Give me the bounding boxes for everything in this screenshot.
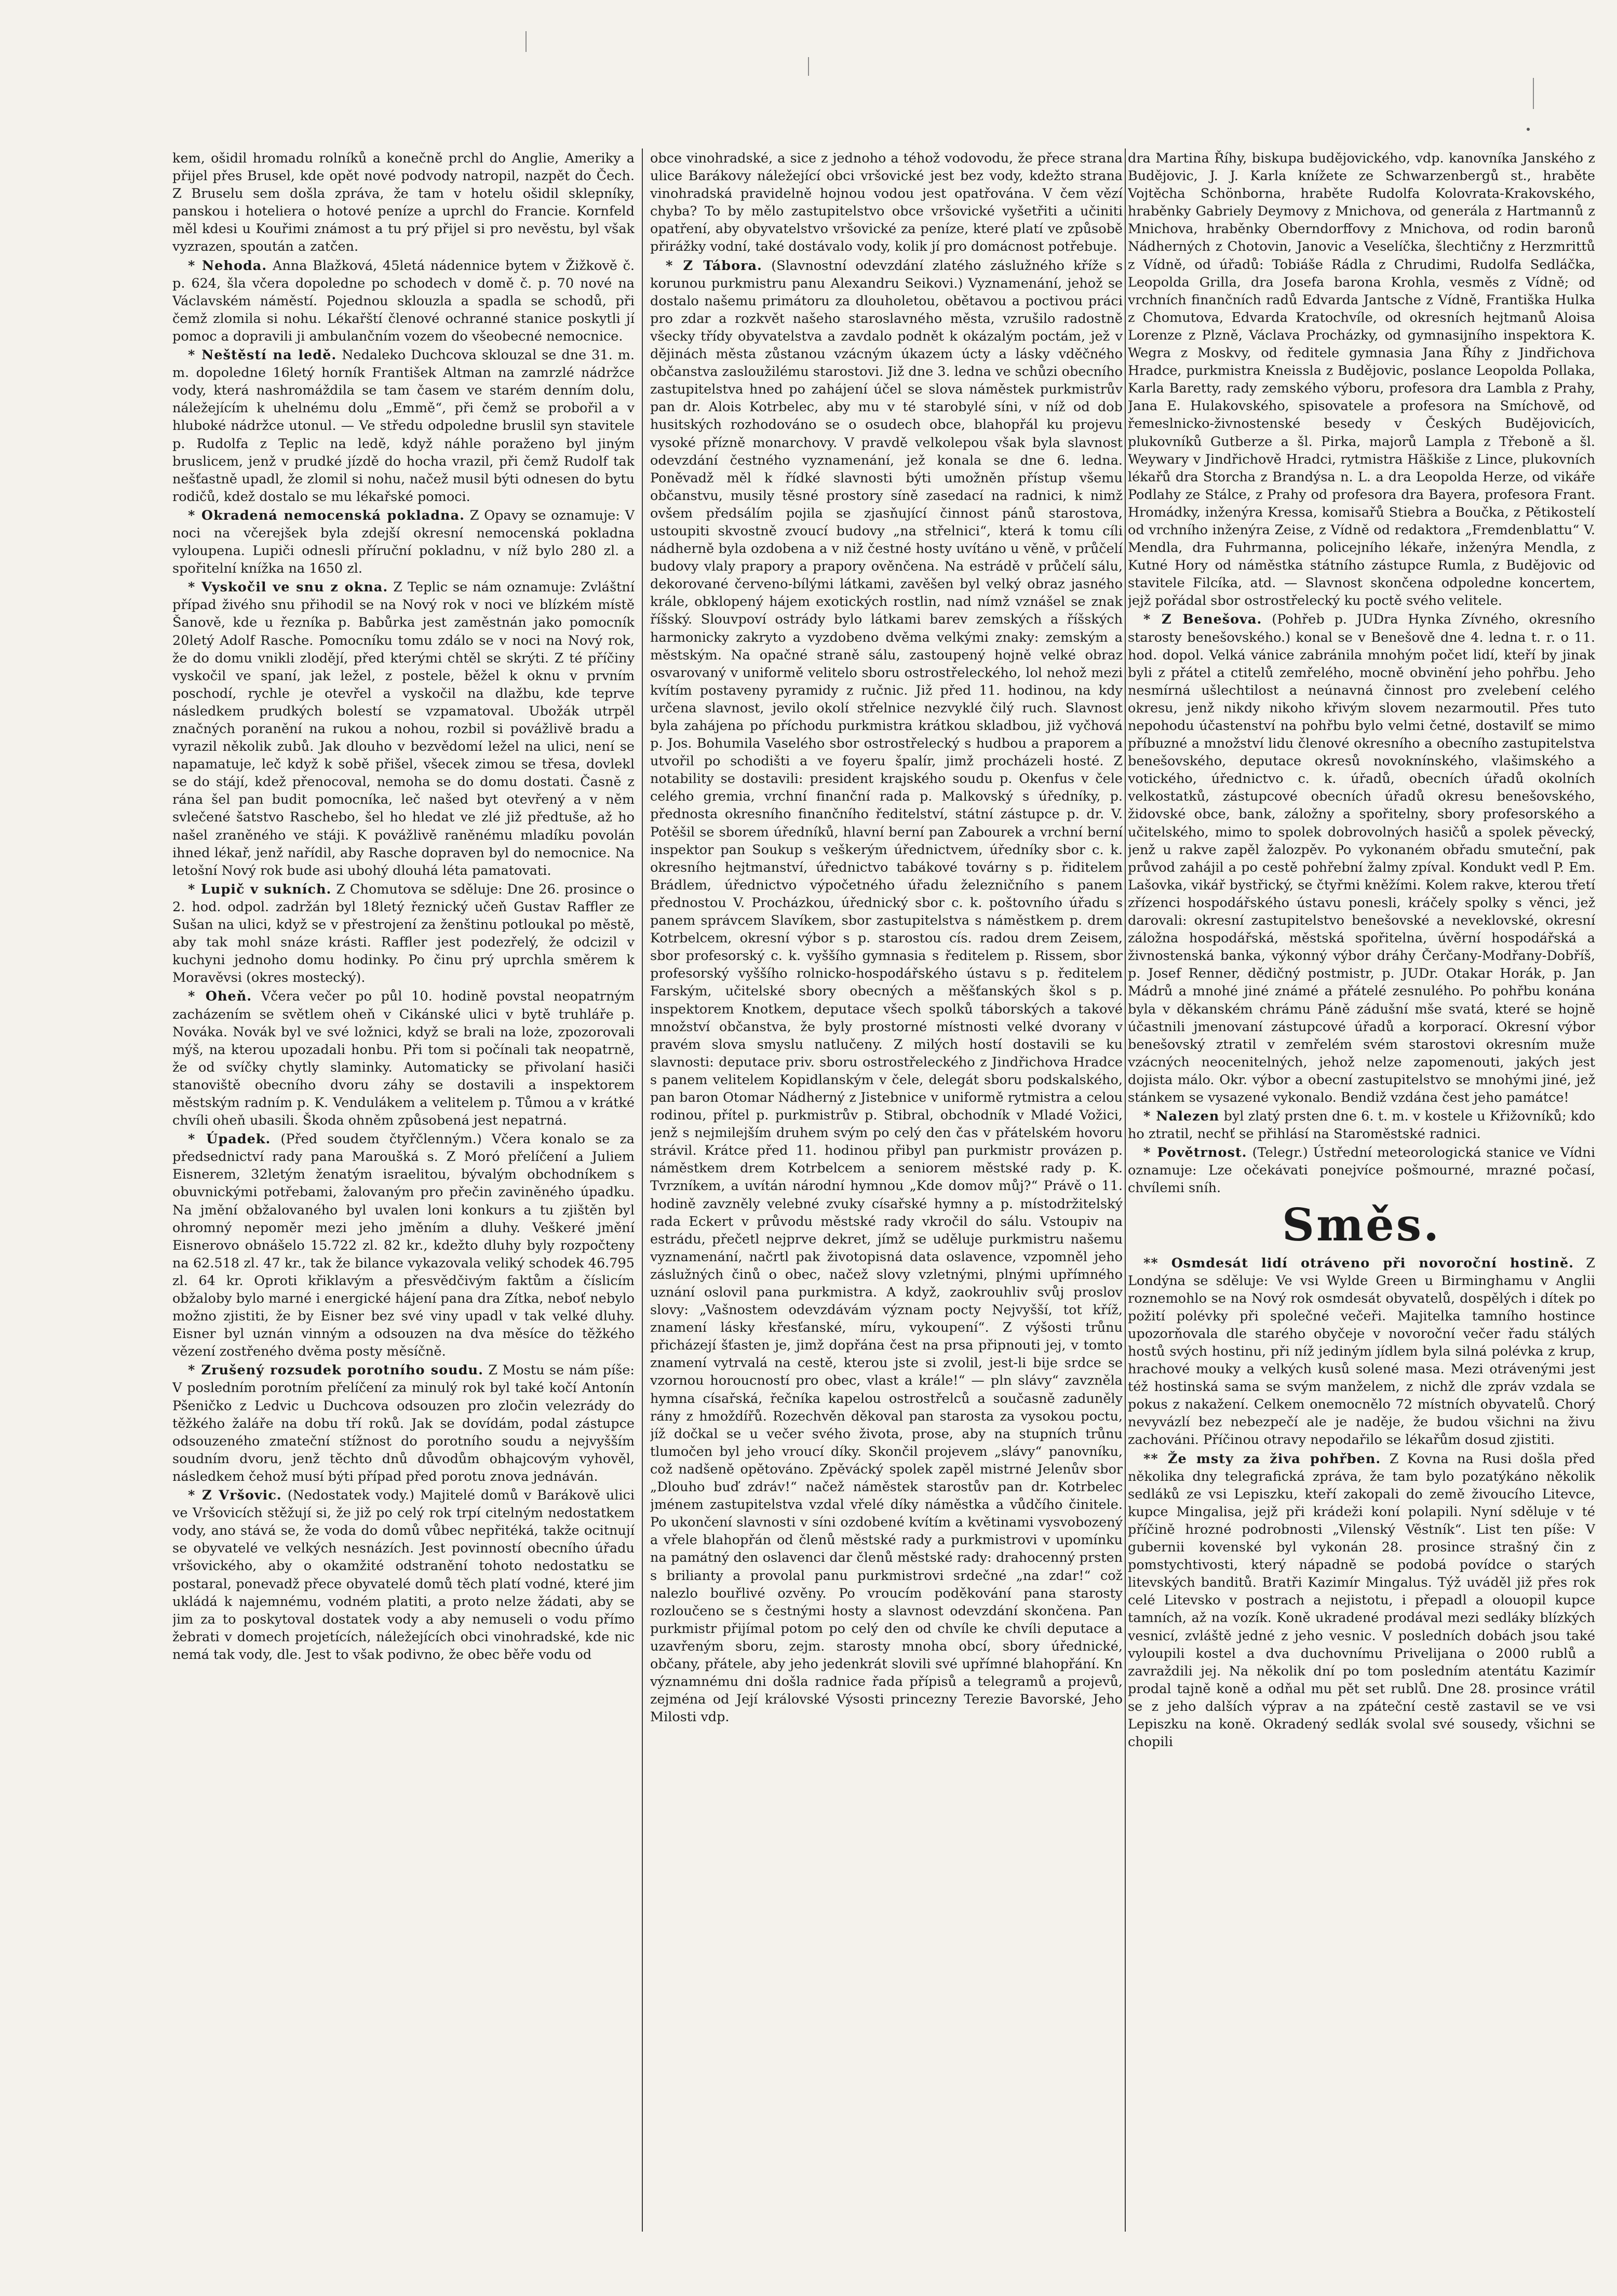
article-headline: * Nehoda. <box>188 258 267 274</box>
news-article <box>172 150 635 256</box>
article-text: obce vinohradské, a sice z jednoho a téhož vodovodu, že přece strana ulice Barákovy náležející obci vršovické jest bez vody, kdežto strana vinohradská pravidelně hojnou vodou jest opatřována. V čem vězí chyba? To by mělo zastupitelstvo obce vršovické vyšetřiti a učiniti opatření, aby obyvatelstvo vršovické za peníze, které platí ve způsobě přirážky vodní, také dostávalo vody, kolik jí pro domácnost potřebuje. <box>650 151 1123 255</box>
news-article <box>650 150 1123 256</box>
section-heading: Směs. <box>1282 1198 1441 1251</box>
news-article <box>172 257 635 345</box>
article-text: Z Mostu se nám píše: V posledním porotním přelíčení za minulý rok byl také kočí Antonín Pšeničko z Ledvic u Duchcova odsouzen pro zločin velezrády do těžkého žaláře na dobu tří roků. Jak se dovídám, podal zástupce odsouzeného zmateční stížnost do porotního soudu a nejvyšším soudním dvoru, jenž těchto dnů důvodům obhajcovým vyhověl, následkem čehož musí býti případ před porotu znova jednáván. <box>172 1362 635 1484</box>
scan-speck <box>1527 128 1530 131</box>
article-headline: * Z Vršovic. <box>188 1488 282 1504</box>
news-article <box>172 1130 635 1360</box>
news-article <box>172 346 635 506</box>
article-text: Včera večer po půl 10. hodině povstal neopatrným zacházením se světlem oheň v Cikánské ulici v bytě truhláře p. Nováka. Novák byl ve své ložnici, když se brali na loże, zpozorovali mýš, na kterou upozadali honbu. Při tom si počínali tak neopatrně, že od svíčky chytly slaminky. Automaticky se přivolaní hasiči stanoviště obecního dvoru záhy se dostavili a inspektorem městským radním p. K. Vendulákem a velitelem p. Tůmou a v krátké chvíli oheň ubasili. Škoda ohněm způsobená jest nepatrná. <box>172 989 635 1129</box>
news-article <box>172 578 635 880</box>
article-text: Z Londýna se sděluje: Ve vsi Wylde Green u Birminghamu v Anglii roznemohlo se na Nový rok osmdesát obyvatelů, dospělých i dítek po požití polévky při společné večeři. Majitelka tamního hostince upozorňovala dle starého obyčeje v novoroční večer řadu stálých hostů svých hostinu, při níž jediným jídlem byla silná polévka z krup, hrachové mouky a velkých kusů solené masa. Mezi otrávenými jest též hostinská sama se svým manželem, z nichž dle zpráv vzdala se pokus z nakažení. Celkem onemocnělo 72 místních obyvatelů. Chorý nevyvázlí bez nebezpečí ale je naděje, že budou všichni na živu zachováni. Příčinou otravy nepodařilo se lékařům dosud zjistiti. <box>1128 1255 1595 1448</box>
article-text: kem, ošidil hromadu rolníků a konečně prchl do Anglie, Ameriky a přijel přes Brusel, kde opět nové podvody natropil, nazpět do Čech. Z Bruselu sem došla zpráva, že tam v hotelu ošidil sklepníky, panskou i hoteliera o hotové peníze a uprchl do Francie. Kornfeld měl kdesi u Kouřimi známost a tu prý přijel si pro nevěstu, byl však vyzrazen, spoután a zatčen. <box>172 151 635 255</box>
scan-mark <box>1533 78 1534 109</box>
article-text: Z Chomutova se sděluje: Dne 26. prosince o 2. hod. odpol. zadržán byl 18letý řeznický učeň Gustav Raffler ze Sušan na ulici, když se v přestrojení za ženštinu potloukal po městě, aby tak mohl snáze krásti. Raffler jest podezřelý, že odcizil v kuchyni jednoho domu hodinky. Po činu prý uprchla směrem k Moravěvsi (okres mostecký). <box>172 881 635 986</box>
article-headline: ** Osmdesát lidí otráveno při novoroční hostině. <box>1143 1255 1574 1271</box>
news-article <box>1128 1450 1595 1751</box>
news-article <box>1128 1108 1595 1143</box>
column-rule <box>1125 148 1126 2232</box>
article-headline: * Z Tábora. <box>666 258 762 274</box>
article-text: Z Teplic se nám oznamuje: Zvláštní případ živého snu přihodil se na Nový rok v noci ve blízkém místě Šanově, kde u řezníka p. Babůrka jest zaměstnán jako pomocník 20letý Adolf Rasche. Pomocníku tomu zdálo se v noci na Nový rok, že do domu vnikli zlodějí, před kterými chtěl se skrýti. Z té příčiny vyskočil ve spaní, jak ležel, z postele, běžel k oknu v prvním poschodí, rychle je otevřel a vyskočil na dlažbu, kde teprve následkem prudkých bolestí se vzpamatoval. Ubožák utrpěl značných poranění na rukou a nohou, rozbil si povážlivě bradu a vyrazil několik zubů. Jak dlouho v bezvědomí ležel na ulici, není se napamatuje, leč když k sobě přišel, všecek zimou se třesa, dovlekl se do stájí, kdež přenocoval, nemoha se do domu dostati. Časně z rána šel pan budit pomocníka, leč našed byt otevřený a v něm svlečené šatstvo Raschebo, šel ho hledat ve zlé již předtuše, až ho našel zraněného ve stáji. K povážlivě raněnému mladíku povolán ihned lékař, jenž nařídil, aby Rasche dopraven byl do nemocnice. Na letošní Nový rok bude asi ubohý dlouhá léta pamatovati. <box>172 579 635 879</box>
article-headline: * Lupič v sukních. <box>188 881 332 897</box>
article-text: (Před soudem čtyřčlenným.) Včera konalo se za předsednictví rady pana Maroušká s. Z Moró přelíčení a Juliem Eisnerem, 32letým ženatým israelitou, bývalým obchodníkem s obuvnickými potřebami, žalovaným pro přečin zaviněného úpadku. Na jmění obžalovaného byl uvalen loni konkurs a tu zjištěn byl ohromný nepoměr mezi jeho jměním a dluhy. Veškeré jmění Eisnerovo obnášelo 15.722 zl. 82 kr., kdežto dluhy byly rozpočteny na 62.518 zl. 47 kr., tak že bilance vykazovala veliký schodek 46.795 zl. 64 kr. Oproti křiklavým a přesvědčivým faktům a číslicím obžaloby bylo marné i energické hájení pana dra Zítka, neboť nebylo možno zjistiti, že by Eisner bez své viny upadl v tak velké dluhy. Eisner byl uznán vinným a odsouzen na dva měsíce do těžkého vězení zostřeného dvěma posty měsíčně. <box>172 1131 635 1360</box>
column-1 <box>172 150 635 2232</box>
article-text: dra Martina Říhy, biskupa budějovického, vdp. kanovníka Janského z Budějovic, J. J. Karla knížete ze Schwarzenbergů st., hraběte Vojtěcha Schönborna, hraběte Rudolfa Kolovrata-Krakovského, hraběnky Gabriely Deymovy z Mnichova, od generála z Hartmannů z Mnichova, hraběnky Oberndorffovy z Mnichova, od rodin baronů Nádherných z Chotovin, Janovic a Veselíčka, šlechtičny z Herzmrittů z Vídně, od úřadů: Tobiáše Rádla z Chrudimi, Rudolfa Sedláčka, Leopolda Grilla, dra Josefa barona Krohla, vesměs z Vídně; od vrchních finančních radů Edvarda Jantsche z Vídně, Františka Hulka z Chomutova, Edvarda Kratochvíle, od okresních hejtmanů Aloisa Lorenze z Plzně, Václava Procházky, od gymnasijního inspektora K. Wegra z Moskvy, od ředitele gymnasia Jana Říhy z Jindřichova Hradce, purkmistra Kneissla z Budějovic, poslance Leopolda Pollaka, Karla Baretty, rady zemského výboru, profesora dra Lambla z Prahy, Jana E. Hulakovského, spisovatele a profesora na Smíchově, od řemeslnicko-živnostenské besedy v Českých Budějovicích, plukovníků Gutberze a šl. Pirka, majorů Lampla z Třeboně a šl. Weywary v Jindřichově Hradci, rytmistra Häškiše z Lince, plukovních lékařů dra Storcha z Brandýsa n. L. a dra Leopolda Herze, od vikáře Podlahy ze Stálce, z Prahy od profesora dra Bayera, profesora Frant. Hromádky, inženýra Kressa, komisařů Stiebra a Boučka, z Pětikostelí od vrchního inženýra Zeise, z Vídně od redaktora „Fremdenblattu“ V. Mendla, dra Fuhrmanna, policejního lékaře, inženýra Mendla, z Kutné Hory od náměstka státního zástupce Rumla, z Budějovic od stavitele Filcíka, atd. — Slavnost skončena odpoledne koncertem, jejž pořádal sbor ostrostřelecký ku poctě svého velitele. <box>1128 151 1595 609</box>
scan-mark <box>808 57 809 76</box>
article-text: (Telegr.) Ústřední meteorologická stanice ve Vídni oznamuje: Lze očekávati ponejvíce pošmourné, mrazné počasí, chvílemi sníh. <box>1128 1145 1595 1196</box>
article-text: Z Opavy se oznamuje: V noci na včerejšek byla zdejší okresní nemocenská pokladna vyloupena. Lupiči odnesli příruční pokladnu, v níž bylo 280 zl. a spořitelní knížka na 1650 zl. <box>172 507 635 577</box>
news-article <box>1128 1254 1595 1449</box>
scan-mark <box>525 31 527 52</box>
article-text: (Nedostatek vody.) Majitelé domů v Barákově ulici ve Vršovicích stěžují si, že již po celý rok trpí citelným nedostatkem vody, ano stává se, že voda do domů vůbec nepřitéká, takže ocitnují se obyvatelé ve velkých nesnázích. Jest povinností obecního úřadu vršovického, aby o okamžité odstranění tohoto nedostatku se postaral, ponevadž přece obyvatelé domů těch platí vodné, které jim ukládá k najemnému, vodném platiti, a proto nelze žádati, aby se jim za to poskytoval dostatek vody a aby nemuseli o vodu přímo žebrati v domech projetících, náležejících obci vinohradské, kde nic nemá tak vody, dle. Jest to však podivno, že obec běře vodu od <box>172 1488 635 1663</box>
news-article <box>172 1361 635 1485</box>
article-text: Nedaleko Duchcova sklouzal se dne 31. m. m. dopoledne 16letý horník František Altman na zamrzlé nádržce vody, která nashromáždila se tam časem ve starém denním dolu, náležejícím k uhelnému dolu „Emmě“, při čemž se probořil a v hluboké nádržce utonul. — Ve středu odpoledne bruslil syn stavitele p. Rudolfa z Teplic na ledě, když náhle poraženo byl jiným bruslicem, jenž v prudké jízdě do hocha vrazil, při čemž Rudolf tak nešťastně upadl, že zlomil si nohu, načež musil býti odnesen do bytu rodičů, kdež dostalo se mu lékařské pomoci. <box>172 347 635 505</box>
article-headline: * Zrušený rozsudek porotního soudu. <box>188 1362 483 1379</box>
article-text: byl zlatý prsten dne 6. t. m. v kostele u Křižovníků; kdo ho ztratil, nechť se přihlásí na Staroměstské radnici. <box>1128 1109 1595 1142</box>
article-text: Anna Blažková, 45letá nádennice bytem v Žižkově č. p. 624, šla včera dopoledne po schodech v domě č. p. 70 nové na Václavském náměstí. Pojednou sklouzla a spadla se schodů, při čemž zlomila si nohu. Lékařští členové ochranné stanice poskytli jí pomoc a dopravili ji ambulančním vozem do všeobecné nemocnice. <box>172 258 635 344</box>
article-headline: * Povětrnost. <box>1143 1145 1247 1161</box>
news-article <box>1128 1144 1595 1197</box>
news-article <box>172 988 635 1129</box>
column-3 <box>1128 150 1595 2232</box>
news-article <box>1128 150 1595 610</box>
news-article <box>172 1487 635 1664</box>
news-article <box>172 881 635 987</box>
article-headline: * Úpadek. <box>188 1131 271 1147</box>
column-2 <box>650 150 1123 2232</box>
column-rule <box>642 148 643 2232</box>
article-headline: * Neštěstí na ledě. <box>188 347 337 363</box>
article-headline: * Okradená nemocenská pokladna. <box>188 507 465 523</box>
article-text: Z Kovna na Rusi došla před několika dny telegrafická zpráva, že tam bylo pozatýkáno několik sedláků ze vsi Lepiszku, kteří zakopali do země živoucího Litevce, kupce Mingalisa, jejž při krádeži koní polapili. Nyní sděluje v té příčině hrozné podrobnosti „Vilenský Věstník“. List ten píše: V gubernii kovenské byl vykonán 28. prosince strašný čin z pomstychtivosti, který nápadně se podobá povídce o starých litevských banditů. Bratři Kazimír Mingalus. Týž uváděl již přes rok celé Litevsko v postrach a nejistotu, i přepadl a olouopil kupce tamních, až na vozík. Koně ukradené prodával mezi sedláky blízkých vesnicí, zvláště jedné z jeho vesnic. V posledních dobách jsou také vyloupili kostel a dva duchovnímu Privelijana o 2000 rublů a zavraždili jej. Na několik dní po tom posledním atentátu Kazimír prodal tajně koně a odňal mu pět set rublů. Dne 28. prosince vrátil se z jeho dalších výprav a na zpáteční cestě zastavil se ve vsi Lepiszku na koně. Okradený sedlák svolal své sousedy, všichni se chopili <box>1128 1451 1595 1750</box>
news-article <box>1128 611 1595 1106</box>
article-headline: ** Že msty za živa pohřben. <box>1143 1451 1381 1467</box>
article-headline: * Oheň. <box>188 989 252 1005</box>
article-headline: * Vyskočil ve snu z okna. <box>188 579 388 596</box>
news-article <box>172 507 635 577</box>
article-text: (Slavnostní odevzdání zlatého záslužného kříže s korunou purkmistru panu Alexandru Seikovi.) Vyznamenání, jehož se dostalo našemu primátoru za dlouholetou, obětavou a poctivou práci pro zdar a rozkvět našeho staroslavného města, vzrušilo radostně všecky třídy obyvatelstva a zavdalo podnět k okázalým poctám, jež v dějinách města zůstanou vzácným úkazem úcty a lásky vděčného občanstva zasloužilému starostovi. Již dne 3. ledna ve schůzi obecního zastupitelstva hned po zahájení účel se slova náměstek purkmistrův pan dr. Alois Kotrbelec, aby mu v té starobylé síni, v níž od dob husitských rozhodováno se o osudech obce, blahopřál ku projevu vysoké přízně monarchovy. V pravdě velkolepou však byla slavnost odevzdání čestného vyznamenání, jež konala se dne 6. ledna. Poněvadž měl k řídké slavnosti býti umožněn přístup všemu občanstvu, musily těsné prostory síně zasedací na radnici, k nimž ovšem předsálím pojila se zjasňující činnost pánů starostova, ustoupiti skvostně zvoucí budovy „na střelnici“, která k tomu cíli nádherně byla ozdobena a v niž čestné hosty uvítáno u věně, v průčelí budovy vlaly prapory a prapory ověnčena. Na estrádě v průčelí sálu, dekorované červeno-bílými látkami, zavěšen byl velký obraz jasného krále, obklopený hájem exotických rostlin, nad nímž vznášel se znak říšský. Slouvpoví ostrády bylo látkami barev zemských a říšských harmonicky zakryto a vyzdobeno dvěma velkými znaky: zemským a městským. Na opačné straně sálu, zastoupený hojně velké obraz osvarovaný v uniformě velitelo sboru ostrostřeleckého, lol nehož mezi kvítím postaveny pyramidy z ručnic. Již před 11. hodinou, na kdy určena slavnost, jevilo okolí střelnice nezvyklé čilý ruch. Slavnost byla zahájena po příchodu purkmistra krátkou skladbou, již vyčhová p. Jos. Bohumila Vaselého sbor ostrostřelecký s hudbou a praporem a utvořil po schodišti a ve foyeru špalír, jimž procházeli hosté. Z notability se dostavili: president krajského soudu p. Okenfus v čele celého gremia, vrchní finanční rada p. Malkovský s úředníky, p. přednosta okresního finančního ředitelství, státní zástupce p. dr. V. Potěšil se sborem úředníků, hlavní berní pan Zabourek a vrchní berní inspektor pan Soukup s veškerým úřednictvem, úředníky sbor c. k. okresního hejtmanství, úřednictvo tabákové továrny s p. řiditelem Brádlem, úřednictvo výpočetného úřadu železničního s panem přednostou V. Procházkou, úřednický sbor c. k. poštovního úřadu s panem správcem Slavíkem, sbor zastupitelstva s náměstkem p. drem Kotrbelcem, okresní výbor s p. starostou cís. radou drem Zeisem, sbor profesorský c. k. vyššího gymnasia s ředitelem p. Rissem, sbor profesorský vyššího rolnicko-hospodářského ústavu s p. ředitelem Farským, učitelské sbory obecných a měšťanských škol s p. inspektorem Knotkem, deputace všech spolků táborských a takové množství občanstva, že byly prostorné místnosti velké dvorany v pravém slova smyslu natlučeny. Z milých hostí dostavili se ku slavnosti: deputace priv. sboru ostrostřeleckého z Jindřichova Hradce s panem velitelem Kopidlanským v čele, delegát sboru podskalského, pan baron Otomar Nádherný z Jistebnice v uniformě rytmistra a celou rodinou, přítel p. purkmistrův p. Stibral, obchodník v Mladé Vožici, jenž s nejmilejším druhem svým po celý den čas v přátelském hovoru strávil. Krátce před 11. hodinou přibyl pan purkmistr provázen p. náměstkem drem Kotrbelcem a seniorem městské rady p. K. Tvrzníkem, a uvítán národní hymnou „Kde domov můj?“ Právě o 11. hodině zavzněly velebné zvuky císařské hymny a p. místodržitelský rada Eckert v průvodu městské rady vkročil do sálu. Vstoupiv na estrádu, přečetl nejprve dekret, jímž se uděluje purkmistru našemu vyznamenání, načrtl pak životopisná data oslavence, vzpomněl jeho záslužných činů o obec, načež slovy vzletnými, plnými upřímného uznání oslovil pana purkmistra. A když, zaokrouhliv svůj proslov slovy: „Vašnostem odevzdávám význam pocty Nejvyšší, tot kříž, znamení lásky křesťanské, míru, vykoupení“. Z výšosti trůnu přicházejí šťasten je, jimž dopřána čest na prsa připnouti jej, v tomto znamení vytrvalá na cestě, kterou jste si zvolil, jest-li bije srdce se vzornou horoucností pro obec, vlast a krále!“ — pln slávy“ zavzněla hymna císařská, řečníka kapelou ostrostřelců a současně zaduněly rány z hmoždířů. Rozechvěn děkoval pan starosta za vysokou poctu, jíž dočkal se u večer svého života, prose, aby na stupních trůnu tlumočen byl jeho vroucí díky. Skončil projevem „slávy“ panovníku, což nadšeně opětováno. Zpěvácký spolek zapěl mistrné Jelenův sbor „Dlouho buď zdráv!“ načež náměstek starostův pan dr. Kotrbelec jménem zastupitelstva vzdal vřelé díky náměstka a vůdčího činitele. Po ukončení slavnosti v síni ozdobené kvítím a květinami vysvobozený a vřele blahopřán od členů městské rady a purkmistrovi v upomínku na památný den oslavenci dar členů městské rady: drahocenný prsten s brilianty a provolal panu purkmistrovi srdečné „na zdar!“ což nalezlo bouřlivé ozvěny. Po vroucím poděkování pana starosty rozloučeno se s čestnými hosty a slavnost odevzdání skončena. Pan purkmistr přijímal potom po celý den od chvíle ke chvíli deputace a uzavřeným sboru, zejm. starosty mnoha obcí, sbory úřednické, občany, přátele, aby jeho jedenkrát slovili své upřímné blahopřání. Kn významnému dni došla radnice řada přípisů a telegramů a projevů, zejména od Její královské Výsosti princezny Terezie Bavorské, Jeho Milosti vdp. <box>650 258 1123 1725</box>
news-article <box>650 257 1123 1726</box>
article-headline: * Nalezen <box>1143 1109 1220 1125</box>
article-text: (Pohřeb p. JUDra Hynka Zívného, okresního starosty benešovského.) konal se v Benešově dne 4. ledna t. r. o 11. hod. dopol. Velká vánice zabránila mnohým počet lidí, kteří by jinak byli z přátel a ctitelů zemřelého, mocně obvinění jeho pohřbu. Jeho nesmírná ušlechtilost a neúnavná činnost pro zvelebení celého okresu, jenž nikdy nikoho křivým slovem nezarmoutil. Přes tuto nepohodu účastenství na pohřbu bylo velmi četné, dostavilť se mimo příbuzné a množství lidu členové okresního a obecního zastupitelstva benešovského, deputace okresů novoknínského, vlašimského a votického, úřednictvo c. k. úřadů, obecních úřadů okolních velkostatků, zástupcové obecních úřadů okresu benešovského, židovské obce, bank, záložny a spořitelny, sbory profesorského a učitelského, mimo to spolek dobrovolných hasičů a spolek pěvecký, jenž u rakve zapěl žalozpěv. Po vykonaném obřadu smuteční, pak průvod zahájil a po cestě pohřební žalmy zpíval. Kondukt vedl P. Em. Lašovka, vikář bystřický, se čtyřmi kněžími. Kolem rakve, kterou třetí zřízenci hospodářského ústavu ponesli, kráčely spolky s věnci, jež darovali: okresní zastupitelstvo benešovské a neveklovské, okresní záložna hospodářská, městská spořitelna, úvěrní hospodářská a živnostenská banka, výkonný výbor dráhy Čerčany-Modřany-Dobříš, p. Josef Renner, dědičný postmistr, p. JUDr. Otakar Horák, p. Jan Mádrů a mnohé jiné známé a přátelé zesnulého. Po pohřbu konána byla v děkanském chrámu Páně zádušní mše svatá, které se hojně účastnili jmenovaní zástupcové úřadů a korporací. Okresní výbor benešovský ztratil v zemřelém svém starostovi okresním muže vzácných neocenitelných, jehož nelze zapomenouti, jakých jest dojista málo. Okr. výbor a obecní zastupitelstvo se mnohými jiné, jež stánkem se vysazené vykonalo. Bendiž vzdána čest jeho památce! <box>1128 612 1595 1105</box>
article-headline: * Z Benešova. <box>1143 612 1262 628</box>
